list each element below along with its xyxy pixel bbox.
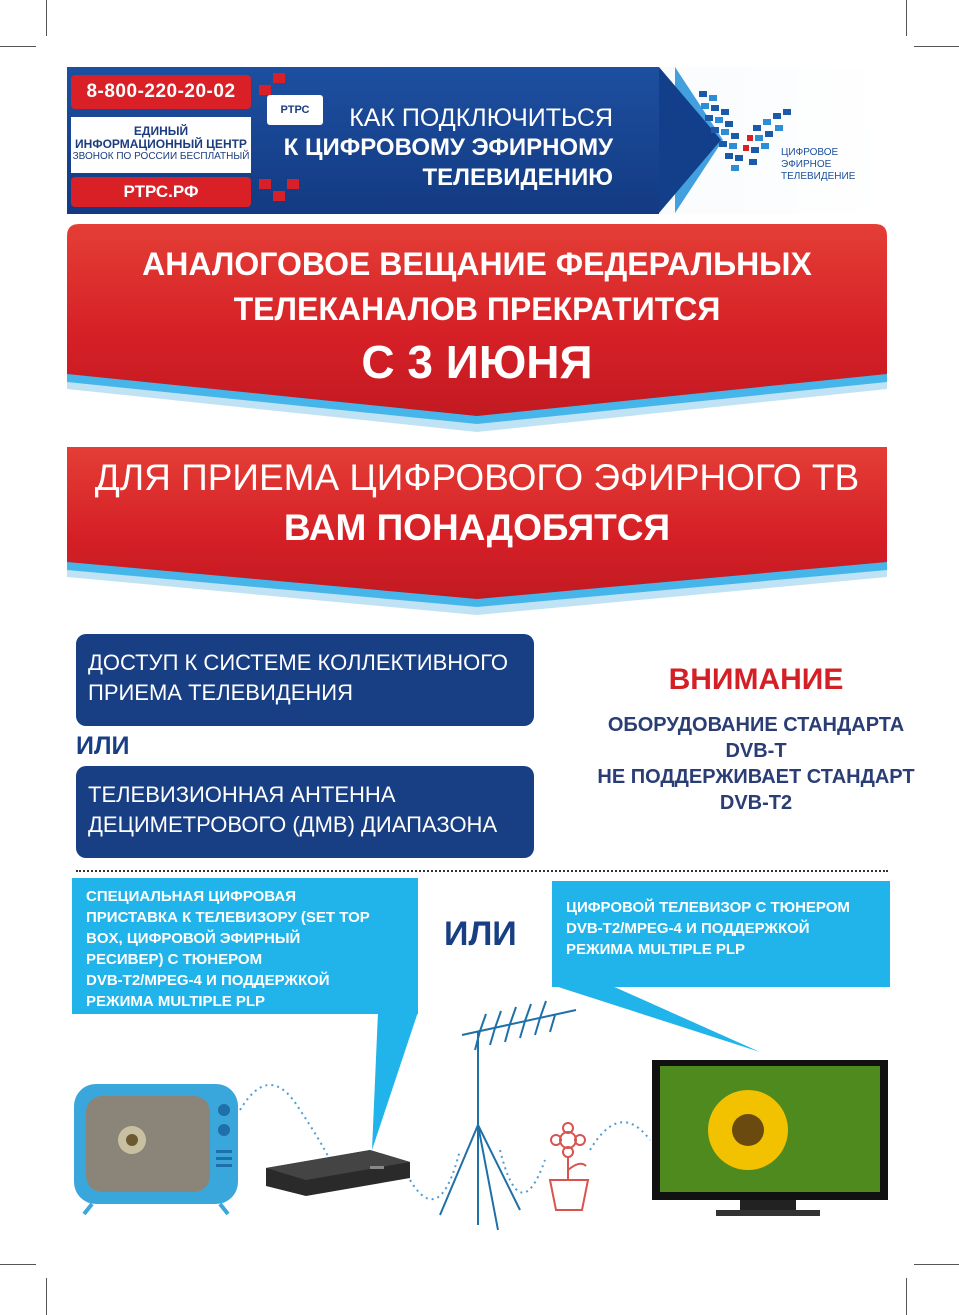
attention-line3: НЕ ПОДДЕРЖИВАЕТ СТАНДАРТ: [597, 766, 915, 788]
settop-line2: ПРИСТАВКА К ТЕЛЕВИЗОРУ (SET TOP: [86, 909, 370, 926]
site-link[interactable]: РТРС.РФ: [71, 177, 251, 207]
rtrs-logo: РТРС: [267, 95, 323, 125]
header-title-line1: КАК ПОДКЛЮЧИТЬСЯ: [349, 104, 613, 132]
header-title-line3: ТЕЛЕВИДЕНИЮ: [422, 164, 613, 191]
settop-box-info: [72, 878, 418, 1014]
attention-line2: DVB-T: [725, 740, 787, 762]
dtv-label-line1: ЦИФРОВОЕ: [781, 147, 839, 158]
shutdown-line2: ТЕЛЕКАНАЛОВ ПРЕКРАТИТСЯ: [233, 291, 721, 327]
info-center-line2: ИНФОРМАЦИОННЫЙ ЦЕНТР: [75, 137, 247, 151]
tv-line1: ЦИФРОВОЙ ТЕЛЕВИЗОР С ТЮНЕРОМ: [566, 899, 850, 916]
info-center-line3: ЗВОНОК ПО РОССИИ БЕСПЛАТНЫЙ: [72, 151, 250, 162]
attention-heading: ВНИМАНИЕ: [668, 663, 844, 696]
requirements-line2: ВАМ ПОНАДОБЯТСЯ: [283, 507, 671, 548]
retro-tv-icon: [74, 1084, 238, 1214]
antenna-icon: [440, 1001, 576, 1230]
hotline-phone[interactable]: 8-800-220-20-02: [71, 75, 251, 109]
dtv-label-line2: ЭФИРНОЕ: [781, 159, 832, 170]
or-label: ИЛИ: [76, 732, 130, 760]
collective-line2: ПРИЕМА ТЕЛЕВИДЕНИЯ: [88, 680, 353, 705]
antenna-line1: ТЕЛЕВИЗИОННАЯ АНТЕННА: [88, 782, 396, 807]
settop-line6: РЕЖИМА MULTIPLE PLP: [86, 993, 266, 1010]
dtv-label-line3: ТЕЛЕВИДЕНИЕ: [781, 171, 856, 182]
tv-line3: РЕЖИМА MULTIPLE PLP: [566, 941, 746, 958]
header-title-line2: К ЦИФРОВОМУ ЭФИРНОМУ: [283, 134, 613, 161]
shutdown-line1: АНАЛОГОВОЕ ВЕЩАНИЕ ФЕДЕРАЛЬНЫХ: [142, 246, 812, 282]
set-top-box-icon: [266, 1150, 410, 1196]
flower-pot-icon: [550, 1123, 588, 1210]
flat-tv-icon: [652, 1060, 888, 1216]
settop-line1: СПЕЦИАЛЬНАЯ ЦИФРОВАЯ: [86, 888, 297, 905]
tv-line2: DVB-T2/MPEG-4 И ПОДДЕРЖКОЙ: [566, 920, 810, 937]
settop-line3: BOX, ЦИФРОВОЙ ЭФИРНЫЙ: [86, 930, 301, 947]
antenna-line2: ДЕЦИМЕТРОВОГО (ДМВ) ДИАПАЗОНА: [88, 812, 498, 837]
shutdown-date: С 3 ИЮНЯ: [361, 336, 593, 388]
collective-line1: ДОСТУП К СИСТЕМЕ КОЛЛЕКТИВНОГО: [88, 650, 509, 675]
requirements-line1: ДЛЯ ПРИЕМА ЦИФРОВОГО ЭФИРНОГО ТВ: [94, 457, 860, 498]
attention-line1: ОБОРУДОВАНИЕ СТАНДАРТА: [607, 714, 905, 736]
attention-line4: DVB-T2: [719, 792, 793, 814]
settop-line4: РЕСИВЕР) С ТЮНЕРОМ: [86, 951, 263, 968]
or-label-middle: ИЛИ: [444, 915, 517, 953]
settop-line5: DVB-T2/MPEG-4 И ПОДДЕРЖКОЙ: [86, 972, 330, 989]
info-center-line1: ЕДИНЫЙ: [133, 124, 189, 138]
digital-tv-info: [552, 881, 890, 987]
